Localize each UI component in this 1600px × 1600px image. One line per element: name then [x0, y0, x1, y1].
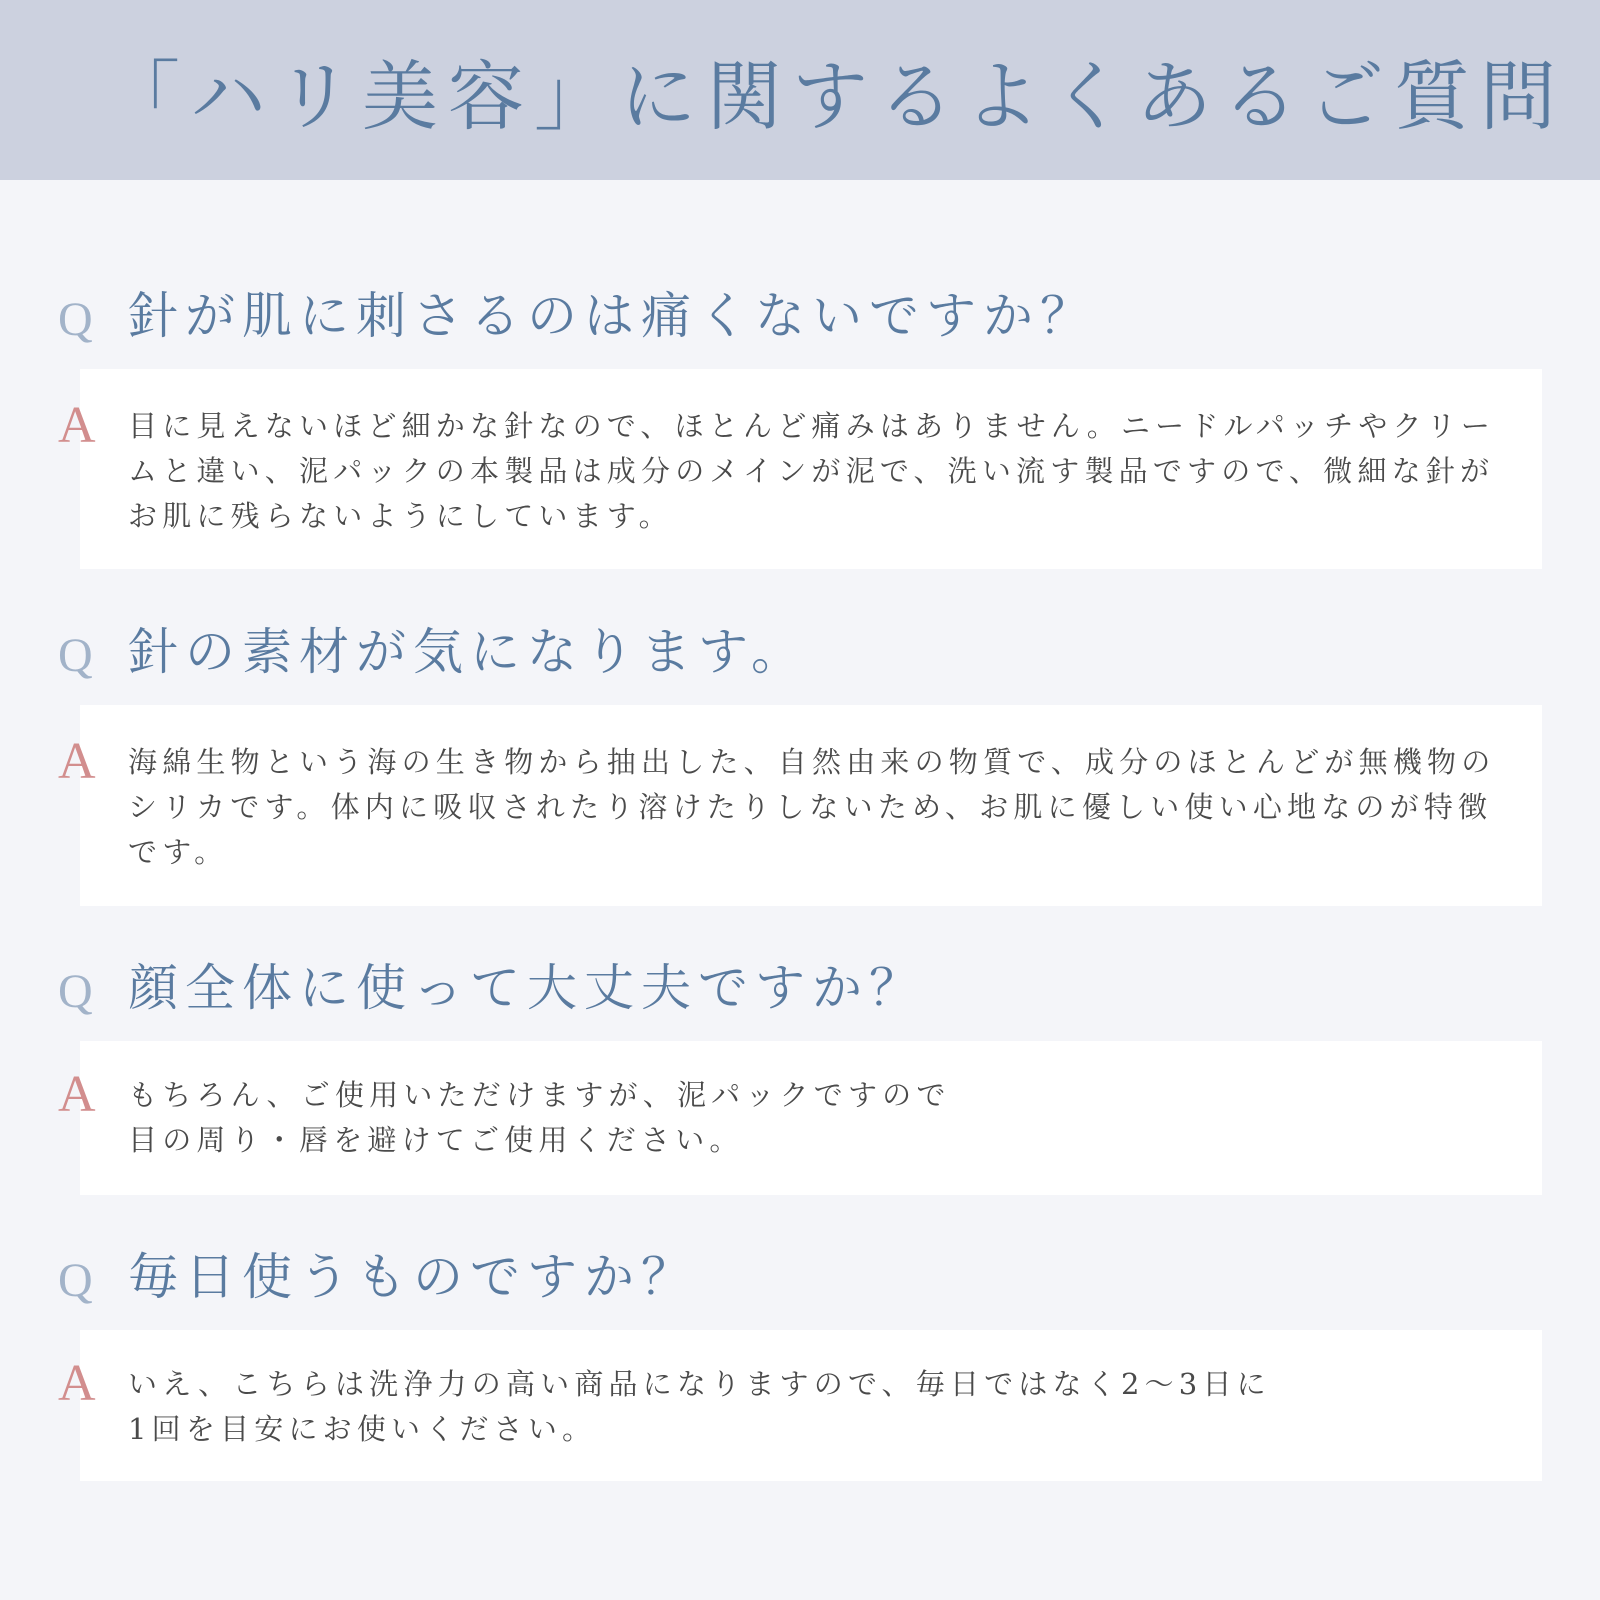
a-mark: A — [58, 733, 96, 790]
faq-answer — [128, 1362, 1488, 1452]
answer-line: 目の周り・唇を避けてご使用ください。 — [128, 1123, 744, 1157]
answer-line: 目に見えないほど細かな針なので、ほとんど痛みはありません。ニードルパッチやクリー — [128, 409, 1496, 443]
faq-question-row — [0, 276, 1600, 356]
faq-answer — [128, 1073, 1488, 1163]
answer-line: シリカです。体内に吸収されたり溶けたりしないため、お肌に優しい使い心地なのが特徴 — [128, 790, 1493, 824]
a-mark: A — [58, 1066, 96, 1123]
answer-line: 1回を目安にお使いください。 — [128, 1412, 597, 1446]
header-banner — [0, 0, 1600, 180]
answer-line: ムと違い、泥パックの本製品は成分のメインが泥で、洗い流す製品ですので、微細な針が — [128, 454, 1495, 488]
faq-question: 毎日使うものですか？ — [128, 1248, 698, 1306]
q-mark: Q — [58, 965, 93, 1018]
answer-line: いえ、こちらは洗浄力の高い商品になりますので、毎日ではなく2〜3日に — [128, 1367, 1271, 1401]
faq-question-row — [0, 948, 1600, 1028]
page-title: 「ハリ美容」に関するよくあるご質問 — [104, 51, 1566, 141]
q-mark: Q — [58, 1254, 93, 1307]
faq-answer — [128, 740, 1496, 875]
a-mark: A — [58, 1355, 96, 1412]
q-mark: Q — [58, 293, 93, 346]
answer-line: 海綿生物という海の生き物から抽出した、自然由来の物質で、成分のほとんどが無機物の — [128, 745, 1496, 779]
answer-line: もちろん、ご使用いただけますが、泥パックですので — [128, 1078, 951, 1112]
faq-question-row — [0, 612, 1600, 692]
faq-question: 針が肌に刺さるのは痛くないですか？ — [128, 287, 1097, 345]
faq-answer — [128, 404, 1496, 539]
answer-line: です。 — [128, 835, 229, 869]
answer-line: お肌に残らないようにしています。 — [128, 499, 673, 533]
faq-question-row — [0, 1237, 1600, 1317]
q-mark: Q — [58, 629, 93, 682]
faq-question: 針の素材が気になります。 — [128, 623, 808, 681]
a-mark: A — [58, 397, 96, 454]
faq-question: 顔全体に使って大丈夫ですか？ — [128, 959, 926, 1017]
